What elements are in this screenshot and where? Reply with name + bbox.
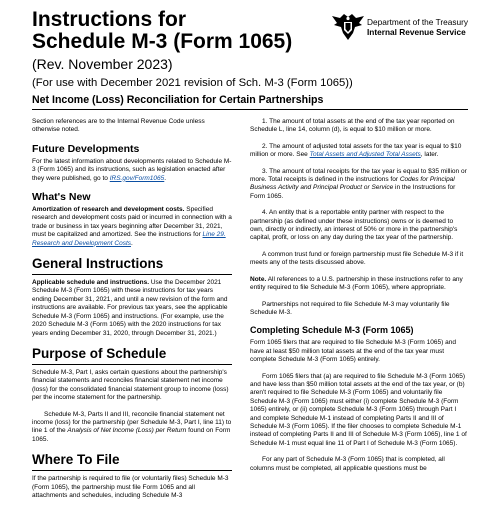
- right-column: [250, 118, 468, 481]
- general-body: Use the December 2021 Schedule M-3 (Form 1065) with these instructions for tax years ending December 31, 2021, and until a new revision of the form and instructions are available. For previous tax years, see the applicable Schedule M-3 (Form 1065) and instructions. (For example, use the 2020 Schedule M-3 (Form 1065) with the 2020 instructions for tax years ending December 31, 2020, through December 31, 2021.): [32, 279, 228, 337]
- future-developments-text: [32, 158, 232, 183]
- general-lead: Applicable schedule and instructions.: [32, 279, 150, 287]
- where-to-file-text: If the partnership is required to file (or voluntarily files) Schedule M-3 (Form 1065), the partnership must file Form 1065 and all attachments and schedules, including Schedule M-3: [32, 475, 229, 499]
- voluntary-filing-text: Partnerships not required to file Schedule M-3 may voluntarily file Schedule M-3.: [250, 300, 450, 316]
- purpose-text-2b: found on Form 1065.: [32, 427, 231, 443]
- completing-text-2: Form 1065 filers that (a) are required to file Schedule M-3 (Form 1065) and have less than $50 million total assets at the end of the tax year, or (b) aren't required to file Schedule M-3 (Form 1065) and voluntarily file Schedule M-3 (Form 1065) must either (i) complete Schedule M-3 (Form 1065) entirely, or (ii) complete Schedule M-3 (Form 1065) through Part I and complete Schedule M-1 instead of completing Parts II and III of Schedule M-3 (Form 1065). If the filer chooses to complete Schedule M-1 instead of completing Parts II and III of Schedule M-3 (Form 1065), line 1 of Schedule M-1 must equal line 11 of Part I of Schedule M-3 (Form 1065).: [250, 372, 467, 447]
- test-item-3a: 3. The amount of total receipts for the tax year is equal to $35 million or more. Total receipts is defined in the instructions for: [250, 167, 467, 184]
- completing-text-1: Form 1065 filers that are required to file Schedule M-3 (Form 1065) and have at least $50 million total assets at the end of the tax year must complete Schedule M-3 (Form 1065) entirely.: [250, 339, 456, 364]
- line29-link[interactable]: Line 29. Research and Development Costs: [32, 231, 226, 247]
- future-text: For the latest information about developments related to Schedule M-3 (Form 1065) and its instructions, such as legislation enacted after they were published, go to: [32, 157, 232, 182]
- test-item-3-italic: Codes for Principal Business Activity and Principal Product or Service: [250, 176, 455, 192]
- test-item-2b: , later.: [420, 151, 439, 159]
- purpose-text-2a: Schedule M-3, Parts II and III, reconcile financial statement net income (loss) for the partnership (per Schedule M-3, Part I, line 11) to line 1 of the: [32, 410, 232, 435]
- department-label: Department of the Treasury: [367, 17, 468, 27]
- irs-form1065-link[interactable]: IRS.gov/Form1065: [109, 174, 165, 182]
- trust-fund-text: A common trust fund or foreign partnership must file Schedule M-3 if it meets any of the tests discussed above.: [250, 250, 464, 267]
- whats-new-lead: Amortization of research and development costs.: [32, 206, 185, 214]
- title-line-2: Schedule M-3 (Form 1065): [32, 30, 293, 53]
- whats-new-end: .: [131, 239, 133, 247]
- title-line-1: Instructions for: [32, 8, 187, 31]
- total-assets-link[interactable]: Total Assets and Adjusted Total Assets: [309, 151, 421, 159]
- intro-text: Section references are to the Internal Revenue Code unless otherwise noted.: [32, 118, 205, 134]
- where-to-file-divider: [32, 470, 232, 471]
- document-subtitle: Net Income (Loss) Reconciliation for Certain Partnerships: [32, 94, 324, 106]
- note-body: All references to a U.S. partnership in these instructions refer to any entity required to file Schedule M-3 (Form 1065), where appropriate.: [250, 275, 463, 292]
- future-text-end: .: [164, 174, 167, 182]
- irs-eagle-icon: [331, 12, 365, 42]
- future-developments-heading: Future Developments: [32, 142, 140, 155]
- header-divider: [32, 109, 468, 110]
- for-use-note: (For use with December 2021 revision of Sch. M-3 (Form 1065)): [32, 77, 353, 89]
- general-instructions-heading: General Instructions: [32, 256, 164, 272]
- test-item-3: [250, 168, 468, 202]
- purpose-heading: Purpose of Schedule: [32, 345, 167, 361]
- test-item-2a: 2. The amount of adjusted total assets for the tax year is equal to $10 million or more. See: [250, 142, 462, 159]
- purpose-text-2: [32, 411, 232, 445]
- where-to-file-heading: Where To File: [32, 452, 120, 468]
- test-item-1: 1. The amount of total assets at the end of the tax year reported on Schedule L, line 14, column (d), is equal to $10 million or more.: [250, 118, 455, 134]
- document-title: [32, 9, 292, 53]
- test-item-3b: in the Instructions for Form 1065.: [250, 184, 456, 200]
- note-text: [250, 276, 468, 293]
- test-item-2: [250, 143, 468, 160]
- left-column: [32, 118, 232, 508]
- completing-heading: Completing Schedule M-3 (Form 1065): [250, 325, 414, 336]
- treasury-logo: [331, 12, 471, 44]
- note-lead: Note.: [250, 275, 267, 283]
- completing-text-3: For any part of Schedule M-3 (Form 1065) that is completed, all columns must be completed, all applicable questions must be: [250, 456, 445, 472]
- revision-date: (Rev. November 2023): [32, 56, 173, 72]
- general-instructions-divider: [32, 274, 232, 275]
- general-instructions-text: [32, 279, 232, 338]
- whats-new-body: Specified research and development costs paid or incurred in connection with a trade or business in tax years beginning after December 31, 2021, must be capitalized and amortized. See the instructions for: [32, 206, 232, 239]
- whats-new-text: [32, 206, 232, 248]
- test-item-4: 4. An entity that is a reportable entity partner with respect to the partnership (as defined under these instructions) owns or is deemed to own, directly or indirectly, an interest of 50% or more in the partnership's capital, profit, or loss on any day during the tax year of the partnership.: [250, 209, 458, 242]
- purpose-text-1: Schedule M-3, Part I, asks certain questions about the partnership's financial statements and reconciles financial statement net income (loss) for the consolidated financial statement group to income (loss) per the income statement for the partnership.: [32, 368, 229, 402]
- purpose-text-2-italic: Analysis of Net Income (Loss) per Return: [67, 427, 187, 435]
- purpose-divider: [32, 364, 232, 365]
- irs-label: Internal Revenue Service: [367, 27, 466, 37]
- whats-new-heading: What's New: [32, 191, 91, 204]
